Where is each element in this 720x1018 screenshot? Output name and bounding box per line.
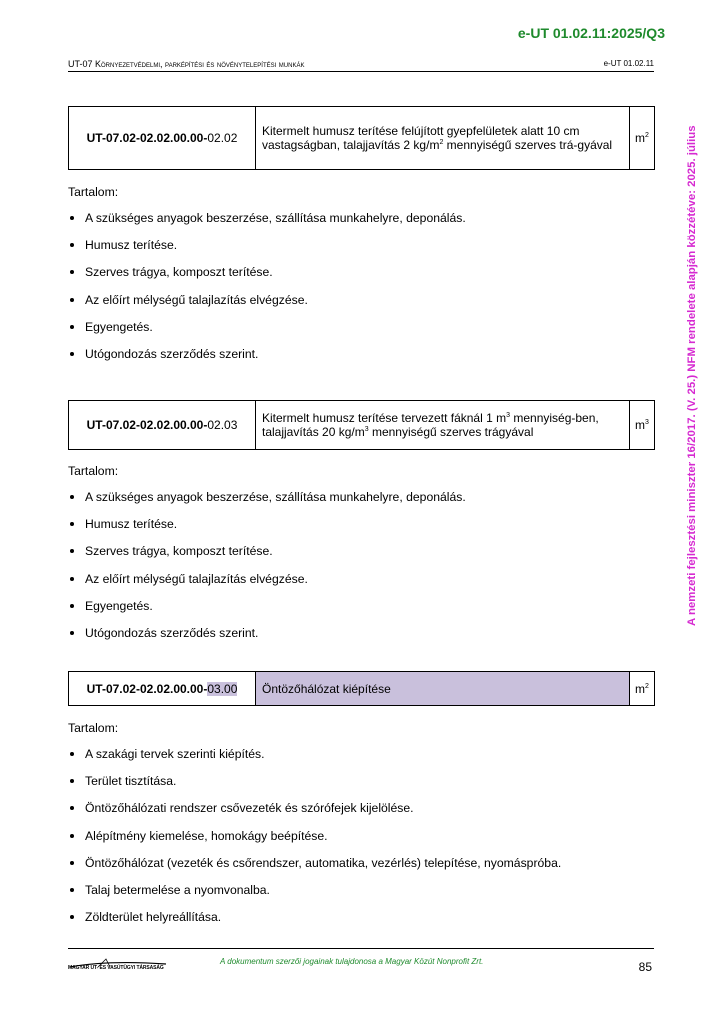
side-publication-note: A nemzeti fejlesztési miniszter 16/2017. (V. 25.) NFM rendelete alapján közzétéve: 2025. július bbox=[686, 125, 698, 626]
copyright-notice: A dokumentum szerzői jogainak tulajdonosa a Magyar Közút Nonprofit Zrt. bbox=[220, 957, 484, 966]
item-content-03-00 bbox=[68, 721, 658, 937]
header-left: UT-07 Környezetvédelmi, parképítési és növénytelepítési munkák bbox=[68, 59, 305, 69]
list-item: Humusz terítése. bbox=[68, 238, 658, 265]
content-label: Tartalom: bbox=[68, 721, 119, 735]
logo-text: MAGYAR ÚT- ÉS VASÚTÜGYI TÁRSASÁG bbox=[68, 965, 164, 971]
item-table-02-03 bbox=[68, 400, 655, 450]
item-unit: $m^2$ bbox=[630, 107, 655, 170]
list-item: Szerves trágya, komposzt terítése. bbox=[68, 265, 658, 292]
publisher-logo bbox=[68, 955, 168, 973]
list-item: Terület tisztítása. bbox=[68, 774, 658, 801]
item-code: UT-07.02-02.02.00.00-03.00 bbox=[69, 672, 256, 706]
list-item: A szükséges anyagok beszerzése, szállítása munkahelyre, deponálás. bbox=[68, 211, 658, 238]
item-description: Kitermelt humusz terítése tervezett fáknál 1 $m^3$ mennyiség-ben, talajjavítás 20 $kg/m^3$ mennyiségű szerves trágyával bbox=[256, 401, 630, 450]
header-right: e-UT 01.02.11 bbox=[603, 59, 654, 68]
list-item: Öntözőhálózati rendszer csővezeték és szórófejek kijelölése. bbox=[68, 801, 658, 828]
item-table-02-02 bbox=[68, 106, 655, 170]
list-item: Utógondozás szerződés szerint. bbox=[68, 626, 658, 653]
content-list bbox=[68, 211, 658, 374]
list-item: Öntözőhálózat (vezeték és csőrendszer, automatika, vezérlés) telepítése, nyomáspróba. bbox=[68, 856, 658, 883]
item-unit: $m^3$ bbox=[630, 401, 655, 450]
list-item: Szerves trágya, komposzt terítése. bbox=[68, 544, 658, 571]
item-description: Kitermelt humusz terítése felújított gyepfelületek alatt 10 cm vastagságban, talajjavítás 2 $kg/m^2$ mennyiségű szerves trá-gyával bbox=[256, 107, 630, 170]
content-list bbox=[68, 747, 658, 937]
content-label: Tartalom: bbox=[68, 464, 119, 478]
list-item: Utógondozás szerződés szerint. bbox=[68, 347, 658, 374]
list-item: Alépítmény kiemelése, homokágy beépítése. bbox=[68, 829, 658, 856]
item-description: Öntözőhálózat kiépítése bbox=[256, 672, 630, 706]
item-code: UT-07.02-02.02.00.00-02.02 bbox=[69, 107, 256, 170]
list-item: Zöldterület helyreállítása. bbox=[68, 910, 658, 937]
item-code: UT-07.02-02.02.00.00-02.03 bbox=[69, 401, 256, 450]
list-item: Egyengetés. bbox=[68, 599, 658, 626]
footer-divider bbox=[68, 948, 654, 949]
item-unit: $m^2$ bbox=[630, 672, 655, 706]
list-item: Humusz terítése. bbox=[68, 517, 658, 544]
document-stamp: e-UT 01.02.11:2025/Q3 bbox=[517, 25, 665, 41]
page-header bbox=[68, 59, 654, 72]
list-item: Az előírt mélységű talajlazítás elvégzése. bbox=[68, 572, 658, 599]
item-content-02-03 bbox=[68, 464, 658, 653]
list-item: Talaj betermelése a nyomvonalba. bbox=[68, 883, 658, 910]
list-item: A szükséges anyagok beszerzése, szállítása munkahelyre, deponálás. bbox=[68, 490, 658, 517]
list-item: A szakági tervek szerinti kiépítés. bbox=[68, 747, 658, 774]
item-content-02-02 bbox=[68, 185, 658, 374]
item-table-03-00 bbox=[68, 671, 655, 706]
page-number: 85 bbox=[638, 960, 652, 974]
content-list bbox=[68, 490, 658, 653]
content-label: Tartalom: bbox=[68, 185, 119, 199]
list-item: Az előírt mélységű talajlazítás elvégzése. bbox=[68, 293, 658, 320]
list-item: Egyengetés. bbox=[68, 320, 658, 347]
